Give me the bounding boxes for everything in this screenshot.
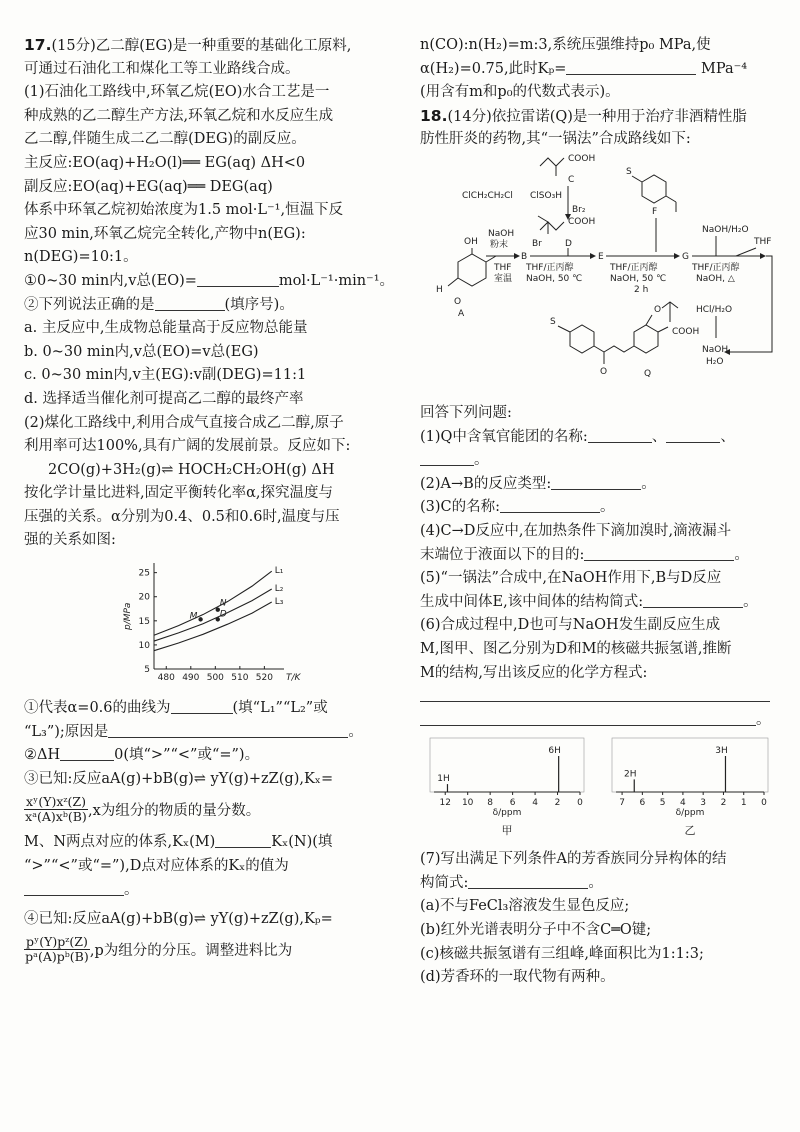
peak-label: 3H xyxy=(715,746,728,757)
series-line xyxy=(154,589,272,641)
main-reaction: 主反应:EO(aq)+H₂O(l)══ EG(aq) ΔH<0 xyxy=(24,154,306,171)
spectrum-tick-label: 0 xyxy=(577,798,583,809)
x-axis-label: T/K xyxy=(286,673,301,684)
q17-line-2: 可通过石油化工和煤化工等工业路线合成。 xyxy=(24,60,300,77)
answer-blank[interactable] xyxy=(420,711,756,726)
svg-text:O: O xyxy=(600,366,608,377)
option-b: b. 0~30 min内,v总(EO)=v总(EG) xyxy=(24,343,259,360)
answer-blank[interactable] xyxy=(197,272,279,287)
q18-6b: M,图甲、图乙分别为D和M的核磁共振氢谱,推断 xyxy=(420,640,732,657)
answer-blank[interactable] xyxy=(566,60,696,75)
answer-blank[interactable] xyxy=(468,874,588,889)
spectrum-tick-label: 6 xyxy=(509,798,516,809)
reaction-2: 2CO(g)+3H₂(g)⇌ HOCH₂CH₂OH(g) ΔH xyxy=(48,461,335,478)
q18-3: (3)C的名称: 。 xyxy=(420,499,615,516)
svg-text:S: S xyxy=(626,166,632,177)
q2d-fraction-line: $\frac{\text{pʸ(Y)pᶻ(Z)}}{\text{pᵃ(A)pᵇ(B)}}$ ,p为组分的分压。调整进料比为 xyxy=(25,934,293,965)
spectrum-tick-label: 5 xyxy=(659,798,666,809)
y-tick-label: 20 xyxy=(138,592,150,603)
q18-5b: 生成中间体E,该中间体的结构简式: 。 xyxy=(420,593,758,610)
svg-text:THF: THF xyxy=(494,262,512,273)
q2c-answer: 。 xyxy=(24,879,396,903)
q18-2: (2)A→B的反应类型: 。 xyxy=(420,475,656,492)
synthesis-scheme xyxy=(420,152,782,400)
spectrum-caption: 乙 xyxy=(684,824,696,838)
q2c-line1: ③已知:反应aA(g)+bB(g)⇌ yY(g)+zZ(g),Kₓ= xyxy=(24,770,334,787)
q17-text: 种成熟的乙二醇生产方法,环氧乙烷和水反应生成 xyxy=(24,107,334,124)
q2c-d: “>”“<”或“=”),D点对应体系的Kₓ的值为 xyxy=(24,858,289,875)
q18-1: (1)Q中含氧官能团的名称: 、 、 xyxy=(420,428,735,445)
q2c-mn: M、N两点对应的体系,Kₓ(M) Kₓ(N)(填 xyxy=(24,834,333,851)
y-tick-label: 5 xyxy=(144,665,150,676)
compound-c xyxy=(540,154,595,185)
svg-text:B: B xyxy=(521,251,528,262)
spectrum-tick-label: 8 xyxy=(487,798,494,809)
q17-text: 乙二醇,伴随生成二乙二醇(DEG)的副反应。 xyxy=(24,131,306,148)
answer-blank[interactable] xyxy=(666,428,720,443)
spectrum-tick-label: 2 xyxy=(720,798,727,809)
q17-end: (用含有m和p₀的代数式表示)。 xyxy=(420,84,620,101)
q17-text: (1)石油化工路线中,环氧乙烷(EO)水合工艺是一 xyxy=(24,84,330,101)
chart-svg xyxy=(24,555,396,693)
svg-text:Q: Q xyxy=(644,368,652,379)
svg-text:NaOH: NaOH xyxy=(702,344,729,355)
y-tick-label: 15 xyxy=(138,616,150,627)
reagent-clso3h: ClSO₃H xyxy=(530,190,562,201)
x-tick-label: 510 xyxy=(231,673,249,684)
answer-blank[interactable] xyxy=(171,699,233,714)
answer-blank[interactable] xyxy=(420,451,474,466)
svg-text:NaOH/H₂O: NaOH/H₂O xyxy=(702,224,749,235)
q17-text: 压强的关系。α分别为0.4、0.5和0.6时,温度与压 xyxy=(24,508,340,525)
svg-text:Br: Br xyxy=(532,238,542,249)
y-axis-label: p/MPa xyxy=(123,602,133,631)
point-label: M xyxy=(189,611,198,622)
kx-fraction: $\frac{\text{xʸ(Y)xᶻ(Z)}}{\text{xᵃ(A)xᵇ(B)}}$ xyxy=(25,793,87,824)
svg-text:NaOH: NaOH xyxy=(488,228,515,239)
option-d: d. 选择适当催化剂可提高乙二醇的最终产率 xyxy=(24,390,304,407)
q18-5a: (5)“一锅法”合成中,在NaOH作用下,B与D反应 xyxy=(420,570,722,587)
compound-a xyxy=(436,237,496,319)
svg-text:HCl/H₂O: HCl/H₂O xyxy=(696,304,733,315)
q18-4a: (4)C→D反应中,在加热条件下滴加溴时,滴液漏斗 xyxy=(420,522,732,539)
q17-text: n(DEG)=10:1。 xyxy=(24,249,138,266)
svg-text:THF/正丙醇: THF/正丙醇 xyxy=(692,262,740,273)
x-tick-label: 520 xyxy=(255,673,273,684)
svg-text:O: O xyxy=(654,304,662,315)
q2d-line1: ④已知:反应aA(g)+bB(g)⇌ yY(g)+zZ(g),Kₚ= xyxy=(24,911,333,928)
q18-line-2: 肪性肝炎的药物,其“一锅法”合成路线如下: xyxy=(420,131,691,148)
q17-continued: n(CO):n(H₂)=m:3,系统压强维持p₀ MPa,使 xyxy=(420,37,711,53)
q1a: ①0~30 min内,v总(EO)= mol·L⁻¹·min⁻¹。 xyxy=(24,272,395,289)
svg-text:H: H xyxy=(436,284,443,295)
scheme-svg xyxy=(420,152,782,400)
svg-text:F: F xyxy=(652,206,658,217)
compound-d xyxy=(532,216,595,249)
svg-text:O: O xyxy=(454,296,462,307)
q17-number: 17. xyxy=(24,36,52,54)
option-a: a. 主反应中,生成物总能量高于反应物总能量 xyxy=(24,320,308,337)
series-label: L₂ xyxy=(274,584,284,595)
svg-text:C: C xyxy=(568,174,575,185)
q2a-reason: “L₃”);原因是 。 xyxy=(24,723,363,740)
reagent-dce: ClCH₂CH₂Cl xyxy=(462,190,513,201)
nmr-spectra xyxy=(420,732,782,848)
spectrum-tick-label: 3 xyxy=(700,798,707,809)
svg-text:NaOH, 50 ℃: NaOH, 50 ℃ xyxy=(610,273,667,284)
condition-d: (d)芳香环的一取代物有两种。 xyxy=(420,969,615,986)
q2c-fraction-line: $\frac{\text{xʸ(Y)xᶻ(Z)}}{\text{xᵃ(A)xᵇ(B)}}$ ,x为组分的物质的量分数。 xyxy=(25,793,261,824)
q18-6-answer2: 。 xyxy=(420,709,782,733)
answer-blank[interactable] xyxy=(584,546,734,561)
peak-label: 1H xyxy=(437,774,450,785)
y-tick-label: 10 xyxy=(138,640,150,651)
spectrum-tick-label: 7 xyxy=(619,798,625,809)
svg-text:THF/正丙醇: THF/正丙醇 xyxy=(526,262,574,273)
spectrum-tick-label: 1 xyxy=(740,798,747,809)
q18-4b: 末端位于液面以下的目的: 。 xyxy=(420,546,749,563)
spectrum-xlabel: δ/ppm xyxy=(675,808,705,819)
spectrum-tick-label: 4 xyxy=(680,798,686,809)
answer-intro: 回答下列问题: xyxy=(420,404,512,421)
option-c: c. 0~30 min内,v主(EG):v副(DEG)=11:1 xyxy=(24,367,307,384)
q18-line-1: 18.(14分)依拉雷诺(Q)是一种用于治疗非酒精性脂 xyxy=(420,106,747,125)
y-tick-label: 25 xyxy=(138,568,150,579)
spectrum-frame xyxy=(612,738,768,792)
spectrum-tick-label: 2 xyxy=(554,798,561,809)
svg-text:粉末: 粉末 xyxy=(490,239,509,250)
svg-text:A: A xyxy=(458,308,465,319)
nmr-svg xyxy=(420,732,782,848)
q18-6c: M的结构,写出该反应的化学方程式: xyxy=(420,664,648,681)
answer-blank[interactable] xyxy=(643,593,743,608)
answer-blank[interactable] xyxy=(588,428,652,443)
svg-text:COOH: COOH xyxy=(672,326,700,337)
q18-6a: (6)合成过程中,D也可与NaOH发生副反应生成 xyxy=(420,617,721,634)
kp-line: α(H₂)=0.75,此时Kₚ= MPa⁻⁴ xyxy=(420,60,748,77)
svg-text:2 h: 2 h xyxy=(634,284,649,295)
compound-f xyxy=(626,167,676,217)
q18-1-cont: 。 xyxy=(420,449,782,473)
spectrum-tick-label: 4 xyxy=(532,798,538,809)
series-line xyxy=(154,571,272,635)
question-17 xyxy=(24,34,396,968)
q17-text: 利用率可达100%,具有广阔的发展前景。反应如下: xyxy=(24,438,351,455)
condition-c: (c)核磁共振氢谱有三组峰,峰面积比为1:1:3; xyxy=(420,945,704,962)
spectrum-tick-label: 12 xyxy=(439,798,451,809)
series-label: L₁ xyxy=(274,566,284,577)
svg-text:NaOH, △: NaOH, △ xyxy=(696,273,735,284)
svg-text:COOH: COOH xyxy=(568,216,596,227)
pressure-temperature-chart xyxy=(24,555,396,693)
q17-text: 按化学计量比进料,固定平衡转化率α,探究温度与 xyxy=(24,485,334,502)
q17-text: 强的关系如图: xyxy=(24,532,116,549)
x-tick-label: 480 xyxy=(157,673,175,684)
data-point xyxy=(198,617,202,621)
side-reaction: 副反应:EO(aq)+EG(aq)══ DEG(aq) xyxy=(24,178,273,195)
compound-q xyxy=(550,302,699,379)
q1b: ②下列说法正确的是 (填序号)。 xyxy=(24,296,294,313)
svg-text:G: G xyxy=(682,251,689,262)
svg-text:THF/正丙醇: THF/正丙醇 xyxy=(610,262,658,273)
q17-text: 体系中环氧乙烷初始浓度为1.5 mol·L⁻¹,恒温下反 xyxy=(24,202,344,219)
svg-text:E: E xyxy=(598,251,604,262)
spectrum-tick-label: 0 xyxy=(761,798,767,809)
q18-number: 18. xyxy=(420,106,448,125)
svg-text:室温: 室温 xyxy=(494,273,513,284)
answer-blank[interactable] xyxy=(108,723,348,738)
peak-label: 2H xyxy=(623,769,637,780)
svg-text:H₂O: H₂O xyxy=(706,356,724,367)
right-column xyxy=(420,34,782,990)
spectrum-xlabel: δ/ppm xyxy=(492,808,522,819)
answer-blank[interactable] xyxy=(420,687,770,702)
q17-text: 应30 min,环氧乙烷完全转化,产物中n(EG): xyxy=(24,225,306,242)
x-tick-label: 500 xyxy=(206,673,224,684)
answer-blank[interactable] xyxy=(155,296,225,311)
svg-text:D: D xyxy=(565,238,572,249)
series-label: L₃ xyxy=(274,597,284,608)
x-tick-label: 490 xyxy=(182,673,200,684)
q18-6-answer1 xyxy=(420,685,782,709)
answer-blank[interactable] xyxy=(215,833,271,848)
q18-7a: (7)写出满足下列条件A的芳香族同分异构体的结 xyxy=(420,851,727,868)
svg-text:OH: OH xyxy=(464,236,478,247)
condition-b: (b)红外光谱表明分子中不含C═O键; xyxy=(420,922,652,939)
answer-blank[interactable] xyxy=(551,475,641,490)
spectrum-tick-label: 6 xyxy=(639,798,646,809)
q17-text: (2)煤化工路线中,利用合成气直接合成乙二醇,原子 xyxy=(24,414,344,431)
svg-text:S: S xyxy=(550,316,556,327)
answer-blank[interactable] xyxy=(24,881,124,896)
point-label: N xyxy=(219,598,227,609)
answer-blank[interactable] xyxy=(500,498,600,513)
answer-blank[interactable] xyxy=(60,746,114,761)
reagent-br2: Br₂ xyxy=(572,204,586,215)
peak-label: 6H xyxy=(548,746,561,757)
spectrum-caption: 甲 xyxy=(501,824,513,838)
svg-text:NaOH, 50 ℃: NaOH, 50 ℃ xyxy=(526,273,583,284)
kp-fraction: $\frac{\text{pʸ(Y)pᶻ(Z)}}{\text{pᵃ(A)pᵇ(B)}}$ xyxy=(25,934,89,965)
q18-7b: 构简式: 。 xyxy=(420,874,603,891)
q17-line-1: 17.(15分)乙二醇(EG)是一种重要的基础化工原料, xyxy=(24,36,352,54)
spectrum-tick-label: 10 xyxy=(461,798,474,809)
q2b: ②ΔH 0(填“>”“<”或“=”)。 xyxy=(24,747,260,764)
svg-text:COOH: COOH xyxy=(568,153,596,164)
q2a: ①代表α=0.6的曲线为 (填“L₁”“L₂”或 xyxy=(24,700,328,717)
point-label: D xyxy=(219,609,227,620)
svg-text:THF: THF xyxy=(754,236,772,247)
condition-a: (a)不与FeCl₃溶液发生显色反应; xyxy=(420,898,630,915)
